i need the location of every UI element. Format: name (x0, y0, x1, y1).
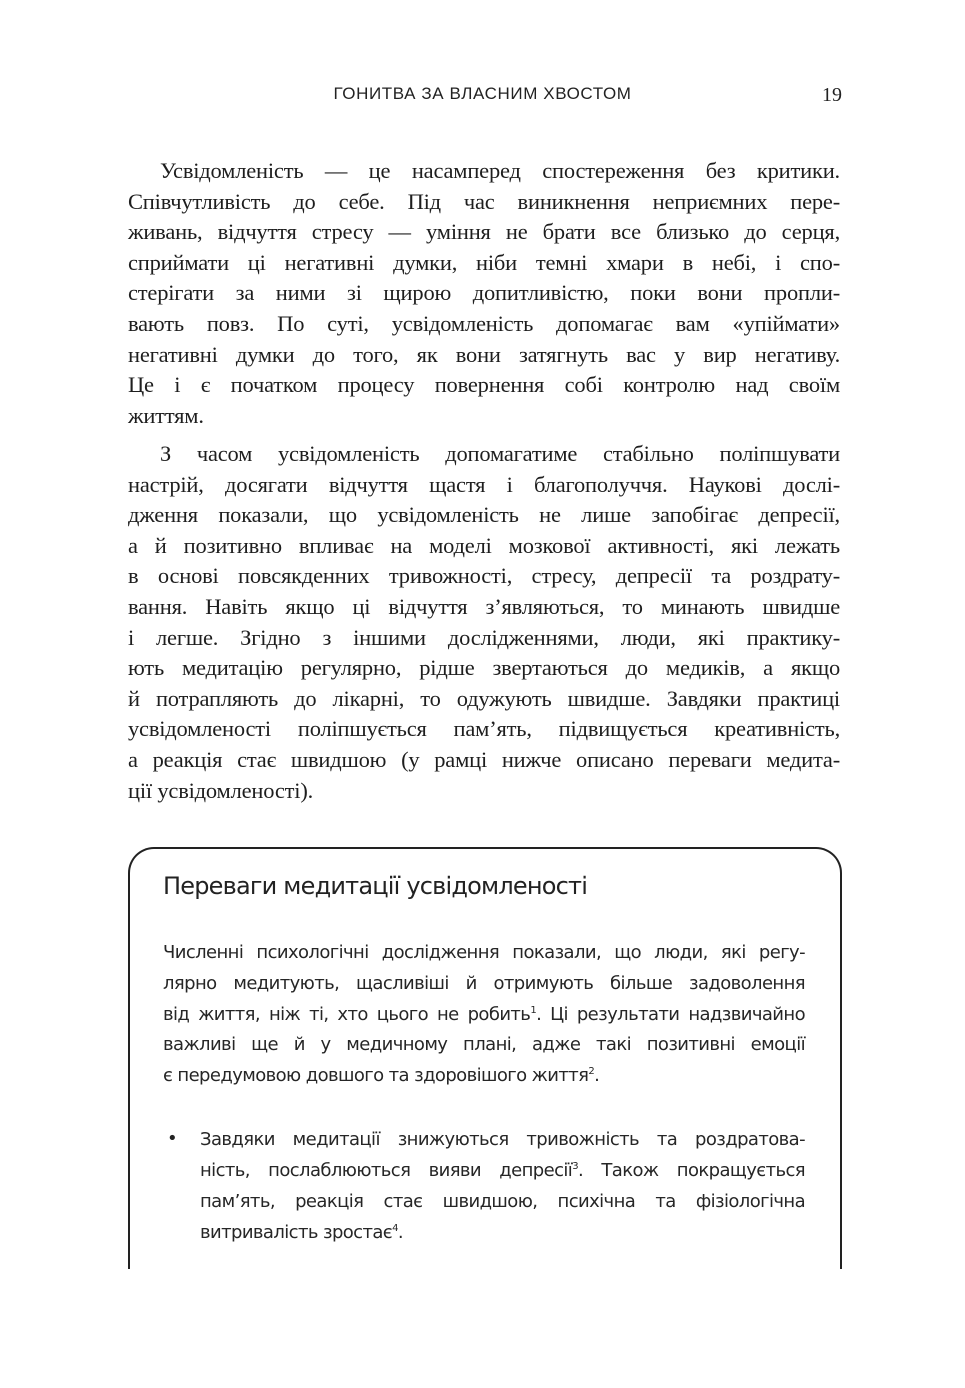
running-title: ГОНИТВА ЗА ВЛАСНИМ ХВОСТОМ (333, 84, 632, 103)
text-line: ність, послаблюються вияви депресії$^3$. Також покращується (200, 1160, 805, 1181)
text-line: від життя, ніж ті, хто цього не робить$^1$. Ці результати надзвичайно (163, 1003, 805, 1025)
text-line: пам’ять, реакція стає швидшою, психічна та фізіологічна (200, 1191, 805, 1212)
text-line: є передумовою довшого та здоровішого життя$^2$. (163, 1065, 600, 1087)
page-number: 19 (822, 84, 842, 106)
text-line: негативні думки до того, як вони затягнуть вас у вир негативу. (128, 341, 840, 367)
text-line: сприймати ці негативні думки, ніби темні хмари в небі, і спо- (128, 249, 840, 275)
text-line: дження показали, що усвідомленість не лише запобігає депресії, (128, 502, 840, 528)
text-line: витривалість зростає$^4$. (200, 1222, 403, 1243)
text-line: усвідомленості поліпшується пам’ять, підвищується креативність, (128, 716, 840, 742)
text-line: стерігати за ними зі щирою допитливістю, поки вони пропли- (128, 280, 840, 306)
text-line: вання. Навіть якщо ці відчуття з’являються, то минають швидше (128, 594, 840, 619)
text-line: ють медитацію регулярно, рідше звертаються до медиків, а якщо (128, 655, 840, 681)
text-line: настрій, досягати відчуття щастя і благополуччя. Наукові дослі- (128, 471, 840, 497)
footnote-ref: 1 (530, 1004, 537, 1016)
text-line: в основі повсякденних тривожності, стресу, депресії та роздрату- (128, 563, 840, 589)
text-line: й потрапляють до лікарні, то одужують швидше. Завдяки практиці (128, 685, 840, 711)
text-line: ції усвідомленості). (128, 777, 314, 803)
text-line: лярно медитують, щасливіші й отримують більше задоволення (163, 972, 805, 994)
footnote-ref: 3 (572, 1161, 578, 1172)
text-line: важливі ще й у медичному плані, адже такі позитивні емоції (163, 1034, 805, 1056)
footnote-ref: 2 (588, 1066, 595, 1078)
text-line: Співчутливість до себе. Під час виникнення неприємних пере- (128, 188, 840, 214)
text-line: Усвідомленість — це насамперед спостереження без критики. (160, 158, 840, 183)
text-line: Це і є початком процесу повернення собі контролю над своїм (128, 372, 840, 398)
text-line: живань, відчуття стресу — уміння не брати все близько до серця, (128, 219, 840, 245)
text-line: і легше. Згідно з іншими дослідженнями, люди, які практику- (128, 624, 840, 650)
box-title: Переваги медитації усвідомленості (163, 872, 588, 900)
bullet-icon: • (167, 1128, 178, 1149)
text-line: життям. (128, 402, 204, 428)
footnote-ref: 4 (392, 1223, 398, 1234)
text-line: З часом усвідомленість допомагатиме стабільно поліпшувати (160, 441, 840, 466)
text-line: а й позитивно впливає на моделі мозкової активності, які лежать (128, 532, 840, 558)
text-line: Численні психологічні дослідження показали, що люди, які регу- (163, 942, 805, 963)
text-line: вають повз. По суті, усвідомленість допомагає вам «упіймати» (128, 311, 840, 336)
text-line: Завдяки медитації знижуються тривожність та роздратова- (200, 1129, 805, 1150)
text-line: а реакція стає швидшою (у рамці нижче описано переваги медита- (128, 747, 840, 772)
